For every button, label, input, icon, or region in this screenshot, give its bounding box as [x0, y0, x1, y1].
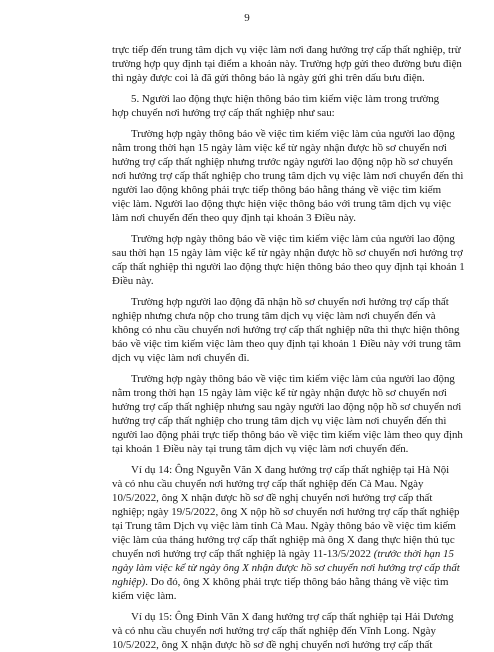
- text-line: nơi hưởng trợ cấp thất nghiệp cho trung tâm dịch vụ việc làm nơi chuyển đến thì: [112, 170, 464, 182]
- italic-note: ngày làm việc kể từ ngày ông X nhận được hồ sơ chuyển nơi hưởng trợ cấp thất: [112, 562, 460, 574]
- text-line: Trường hợp người lao động đã nhận hồ sơ chuyển nơi hưởng trợ cấp thất: [131, 296, 449, 308]
- text-line: và có nhu cầu chuyển nơi hưởng trợ cấp thất nghiệp đến Cà Mau. Ngày: [112, 478, 424, 490]
- text-line: Trường hợp ngày thông báo về việc tìm kiếm việc làm của người lao động: [131, 373, 455, 385]
- text-line: làm nơi chuyển đến theo quy định tại khoản 3 Điều này.: [112, 212, 356, 224]
- text-line: tại Trung tâm Dịch vụ việc làm tỉnh Cà Mau. Ngày thông báo về việc tìm kiếm: [112, 520, 456, 532]
- text-line: nghiệp; ngày 19/5/2022, ông X nộp hồ sơ chuyển nơi hưởng trợ cấp thất nghiệp: [112, 506, 460, 518]
- text-line: không có nhu cầu chuyển nơi hưởng trợ cấp thất nghiệp nữa thì thực hiện thông: [112, 324, 460, 336]
- text-line: [112, 547, 454, 561]
- text-line: Trường hợp ngày thông báo về việc tìm kiếm việc làm của người lao động: [131, 128, 455, 140]
- text-line: nghiệp nhưng chưa nộp cho trung tâm dịch vụ việc làm nơi chuyển đến và: [112, 310, 436, 322]
- text-line: hợp chuyển nơi hưởng trợ cấp thất nghiệp như sau:: [112, 107, 335, 119]
- text-line: [112, 561, 460, 575]
- text-line: hưởng trợ cấp thất nghiệp cho trung tâm dịch vụ việc làm nơi chuyển đến thì: [112, 415, 447, 427]
- text-line: [112, 575, 449, 589]
- text-segment: chuyển nơi hưởng trợ cấp thất nghiệp là ngày 11-13/5/2022: [112, 548, 374, 560]
- text-line: 10/5/2022, ông X nhận được hồ sơ đề nghị chuyển nơi hưởng trợ cấp thất: [112, 492, 433, 504]
- text-line: dịch vụ việc làm nơi chuyển đi.: [112, 352, 250, 364]
- text-line: thì ngày được coi là đã gửi thông báo là ngày gửi ghi trên dấu bưu điện.: [112, 72, 425, 84]
- text-line: người lao động phải trực tiếp thông báo về việc tìm kiếm việc làm theo quy định: [112, 429, 463, 441]
- text-line: việc làm. Người lao động thực hiện việc thông báo với trung tâm dịch vụ việc: [112, 198, 452, 210]
- text-line: sau thời hạn 15 ngày làm việc kể từ ngày nhận được hồ sơ chuyển nơi hưởng trợ: [112, 247, 463, 259]
- text-line: kiếm việc làm.: [112, 590, 177, 602]
- text-line: nằm trong thời hạn 15 ngày làm việc kể từ ngày nhận được hồ sơ chuyển nơi: [112, 142, 447, 154]
- text-line: Điều này.: [112, 275, 154, 287]
- text-line: 10/5/2022, ông X nhận được hồ sơ đề nghị chuyển nơi hưởng trợ cấp thất: [112, 639, 433, 651]
- text-line: trực tiếp đến trung tâm dịch vụ việc làm nơi đang hưởng trợ cấp thất nghiệp, trừ: [112, 44, 461, 56]
- text-line: Ví dụ 15: Ông Đinh Văn X đang hưởng trợ cấp thất nghiệp tại Hải Dương: [131, 611, 454, 623]
- text-line: báo về việc tìm kiếm việc làm theo quy định tại khoản 1 Điều này với trung tâm: [112, 338, 462, 350]
- text-line: hưởng trợ cấp thất nghiệp nhưng trước ngày người lao động nộp hồ sơ chuyển: [112, 156, 453, 168]
- text-line: Ví dụ 14: Ông Nguyễn Văn X đang hưởng trợ cấp thất nghiệp tại Hà Nội: [131, 464, 450, 476]
- page-number: 9: [244, 12, 250, 24]
- text-line: hưởng trợ cấp thất nghiệp nhưng sau ngày người lao động nộp hồ sơ chuyển nơi: [112, 401, 462, 413]
- text-line: cấp thất nghiệp thì người lao động thực hiện thông báo theo quy định tại khoản 1: [112, 261, 465, 273]
- text-line: trường hợp quy định tại điểm a khoản này. Trường hợp gửi theo đường bưu điện: [112, 58, 462, 70]
- text-line: nằm trong thời hạn 15 ngày làm việc kể từ ngày nhận được hồ sơ chuyển nơi: [112, 387, 447, 399]
- text-line: tại khoản 1 Điều này tại trung tâm dịch vụ việc làm nơi chuyển đến.: [112, 443, 409, 455]
- text-line: và có nhu cầu chuyển nơi hưởng trợ cấp thất nghiệp đến Vĩnh Long. Ngày: [112, 625, 436, 637]
- text-segment: . Do đó, ông X không phải trực tiếp thông báo hằng tháng về việc tìm: [145, 576, 449, 588]
- italic-note: (trước thời hạn 15: [373, 548, 454, 560]
- text-line: 5. Người lao động thực hiện thông báo tìm kiếm việc làm trong trường: [131, 93, 440, 105]
- text-line: Trường hợp ngày thông báo về việc tìm kiếm việc làm của người lao động: [131, 233, 455, 245]
- text-line: người lao động không phải trực tiếp thông báo hằng tháng về việc tìm kiếm: [112, 184, 442, 196]
- text-line: việc làm của tháng hưởng trợ cấp thất nghiệp mà ông X đang thực hiện thủ tục: [112, 534, 455, 546]
- italic-note: nghiệp): [112, 576, 146, 588]
